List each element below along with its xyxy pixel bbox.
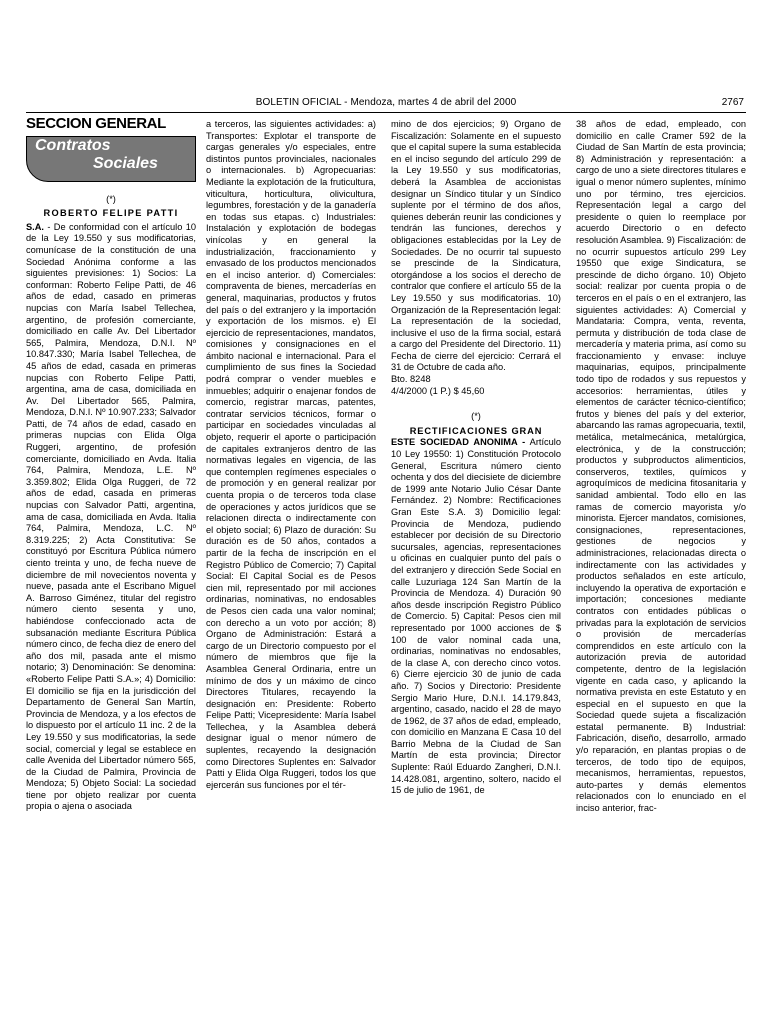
- notice-marker: (*): [471, 411, 481, 422]
- section-banner: [26, 136, 196, 182]
- notice-text-continued: a terceros, las siguientes actividades: a) Transportes: Explotar el transporte de cargas generales y/o especiales, entre distintos puntos provinciales, nacionales o internacionales. b) Agropecuarias: Mediante la explotación de la fruticultura, viticultura, horticultura, olivicultura, legumbres, forestación y de la ganadería en todas sus etapas. c) Industriales: Instalación y explotación de bodegas vinícolas y en general la industrialización, fraccionamiento y envasado de los productos mencionados en el inciso anterior. d) Comerciales: compraventa de bienes, mercaderías en general, maquinarias, productos y frutos del país o del extranjero y la importación y exportación de los mismos. e) El ejercicio de representaciones, mandatos, comisiones y consignaciones en el ámbito nacional e internacional. Para el cumplimiento de sus fines la Sociedad podrá comprar o vender muebles e inmuebles; adquirir o enajenar fondos de comercio, registrar marcas, patentes, contratar servicios técnicos, formar o participar en sociedades vinculadas al objeto, requerir el aporte o participación de capitales extranjeros dentro de las normativas legales en vigencia, de las que contemplen regímenes especiales o de promoción y en general realizar por cuenta propia o de terceros toda clase de operaciones y actos jurídicos que se relacionen directa o indirectamente con el objeto social; 6) Plazo de duración: Su duración es de 50 años, contados a partir de la fecha de inscripción en el Registro Público de Comercio; 7) Capital Social: El Capital Social es de Pesos cien mil, representado por mil acciones ordinarias, nominativas, no endosables de Pesos cien cada una valor nominal; con derecho a un voto por acción; 8) Organo de Administración: Estará a cargo de un Directorio compuesto por el número de miembros que fije la Asamblea General Ordinaria, entre un mínimo de dos y un máximo de cinco Directores Titulares, recayendo la designación en: Presidente: Roberto Felipe Patti; Vicepresidente: María Isabel Tellechea, y la Asamblea deberá designar igual o menor número de suplentes, recayendo la designación como Directores Suplentes en: Salvador Patti y Elida Olga Ruggeri, todos los que ejercerán sus funciones por el tér-: [206, 119, 376, 790]
- notice-company-name: ROBERTO FELIPE PATTI: [43, 208, 179, 219]
- header-rule: [26, 112, 746, 113]
- notice-text: - De conformidad con el artículo 10 de la Ley 19.550 y sus modificatorias, comunícase de la constitución de una Sociedad Anónima conforme a las siguientes previsiones: 1) Socios: La conforman: Roberto Felipe Patti, de 46 años de edad, casado en primeras nupcias con María Isabel Tellechea, argentino, de profesión comerciante, domiciliado en calle Av. Del Libertador 565, Palmira, Mendoza, D.N.I. Nº 10.847.330; María Isabel Tellechea, de 45 años de edad, casada en primeras nupcias con Roberto Felipe Patti, argentina, ama de casa, domiciliada en Av. Del Libertador 565, Palmira, Mendoza, D.N.I. Nº 10.907.233; Salvador Patti, de 74 años de edad, casado en primeras nupcias con Elida Olga Ruggeri, argentino, de profesión comerciante, domiciliado en Avda. Italia 764, Palmira, Mendoza, L.E. Nº 3.359.802; Elida Olga Ruggeri, de 72 años de edad, casada en primeras nupcias con Salvador Patti, argentina, ama de casa, domiciliada en Avda. Italia 764, Palmira, Mendoza, L.C. Nº 8.319.225; 2) Acta Constitutiva: Se constituyó por Escritura Pública número ciento treinta y uno, de fecha nueve de diciembre de mil novecientos noventa y nueve, pasada ante el Escribano Miguel A. Barroso Giménez, titular del registro número ciento sesenta y uno, habiéndose confeccionado acta de subsanación mediante Escritura Pública número cinco, de fecha diez de enero del año dos mil, pasada ante el mismo notario; 3) Denominación: Se denomina: «Roberto Felipe Patti S.A.»; 4) Domicilio: El domicilio se fija en la jurisdicción del Departamento de General San Martín, Provincia de Mendoza, y a los efectos de lo dispuesto por el artículo 11 inc. 2 de la Ley 19.550 y sus modificatorias, la sede social, comercial y legal se establece en calle Avenida del Libertador número 565, de la Ciudad de Palmira, Provincia de Mendoza; 5) Objeto Social: La sociedad tiene por objeto realizar por cuenta propia o ajena o asociada: [26, 221, 196, 812]
- section-title: SECCION GENERAL: [26, 118, 166, 132]
- notice-body: [391, 437, 561, 796]
- notice-lead: S.A.: [26, 221, 44, 232]
- column-1: [26, 118, 196, 900]
- page-number: 2767: [721, 97, 744, 108]
- banner-word-1: Contratos: [35, 136, 111, 154]
- notice-text: Artículo 10 Ley 19550: 1) Constitución Protocolo General, Escritura número ciento ochenta y dos del diecisiete de diciembre de 1999 ante Notario Julio César Dante Fernández. 2) Nombre: Rectificaciones Gran Este S.A. 3) Domicilio legal: Provincia de Mendoza, pudiendo establecer por decisión de su Directorio sucursales, agencias, representaciones u oficinas en cualquier punto del país o del extranjero y dirección Sede Social en calle Luzuriaga 124 San Martín de la Provincia de Mendoza. 4) Duración 90 años desde inscripción Registro Público de Comercio. 5) Capital: Pesos cien mil representado por 1000 acciones de $ 100 de valor nominal cada una, ordinarias, nominativas no endosables, de la clase A, con derecho cinco votos. 6) Cierre ejercicio 30 de junio de cada año. 7) Socios y Directorio: Presidente Sergio Mario Hure, D.N.I. 14.179.843, argentino, casado, nacido el 28 de mayo de 1962, de 37 años de edad, empleado, con domicilio en Manzana E Casa 10 del Barrio Mebna de la Ciudad de San Martín de esta provincia; Director Suplente: Raúl Eduardo Zangheri, D.N.I. 14.428.081, argentino, soltero, nacido el 15 de julio de 1961, de: [391, 437, 561, 796]
- notice-body: [26, 222, 196, 813]
- notice-text-continued: 38 años de edad, empleado, con domicilio en calle Cramer 592 de la Ciudad de San Martín de esta provincia; 8) Administración y representación: a cargo de uno a siete directores titulares e igual o menor número suplentes, mínimo uno por término, tres ejercicios. Representación legal a cargo del presidente o quien lo reemplace por acuerdo Directorio o en defecto resolución Asamblea. 9) Fiscalización: de no ocurrir supuestos artículo 299 Ley 19550 que exige Sindicatura, se prescinde de dicho órgano. 10) Objeto social: realizar por cuenta propia o de terceros en el país o en el extranjero, las siguientes actividades: A) Comercial y Mandataria: Compra, venta, reventa, permuta y distribución de toda clase de mercadería y materia prima, así como su fraccionamiento y envase: incluye maquinarias, equipos, principalmente todo tipo de rodados y sus repuestos y accesorios: herramientas, útiles y elementos de carácter técnico-científico; frutos y bienes del país y del exterior, abarcando las ramas agropecuaria, textil, metálica, metalmecánica, metalúrgica, electrónica, y de la construcción; productos y subproductos alimenticios, conserveros, textiles, químicos y agroquímicos de medicina fitosanitaria y sanidad ambiental. Todo ello en las ramas de comercio mayorista y/o minorista. Ejercer mandatos, comisiones, consignaciones, representaciones, gestiones de negocios y administraciones, relacionadas directa o indirectamente con las actividades y productos señalados en este artículo, incluyendo la operativa de exportación e importación; concesiones mediante contratos con entidades públicas o privadas para la explotación de servicios o provisión de mercaderías comprendidos en este artículo con la autorización previa de autoridad competente, dentro de la legislación vigente en cada caso, y aplicando la normativa prevista en este Estatuto y en especial en el supuesto en que la Sociedad quede sujeta a fiscalización estatal permanente. B) Industrial: Fabricación, diseño, desarrollo, armado y/o reparación, en plantas propias o de terceros, de todo tipo de equipos, mecanismos, herramientas, repuestos, auto-partes y demás elementos relacionados con lo enunciado en el inciso anterior, frac-: [576, 119, 746, 814]
- notice-text-continued: mino de dos ejercicios; 9) Organo de Fiscalización: Solamente en el supuesto que el capital supere la suma establecida en el inciso segundo del artículo 299 de la Ley 19.550 y sus modificatorias, deberá la Asamblea de accionistas designar un Síndico titular y un Síndico suplente por el término de dos años, quienes deberán reunir las condiciones y tendrán las funciones, derechos y obligaciones establecidas por la Ley de Sociedades. De no ocurrir tal supuesto se prescinde de la Sindicatura, otorgándose a los socios el derecho de contralor que confiere el artículo 55 de la Ley 19.550 y sus modificatorias. 10) Organización de la Representación legal: La representación de la sociedad, inclusive el uso de la firma social, estará a cargo del Presidente del Directorio. 11) Fecha de cierre del ejercicio: Cerrará el 31 de Octubre de cada año.: [391, 119, 561, 373]
- column-3: [391, 119, 561, 901]
- notice-lead: ESTE SOCIEDAD ANONIMA -: [391, 437, 526, 448]
- notice-receipt: Bto. 8248: [391, 374, 431, 385]
- notice-fee: 4/4/2000 (1 P.) $ 45,60: [391, 385, 485, 396]
- banner-word-2: Sociales: [93, 154, 158, 172]
- column-4: [576, 119, 746, 901]
- page-header: [26, 97, 746, 111]
- notice-company-name: RECTIFICACIONES GRAN: [409, 425, 543, 436]
- column-2: [206, 119, 376, 901]
- notice-marker: (*): [106, 193, 116, 204]
- header-title: BOLETIN OFICIAL - Mendoza, martes 4 de abril del 2000: [255, 97, 517, 108]
